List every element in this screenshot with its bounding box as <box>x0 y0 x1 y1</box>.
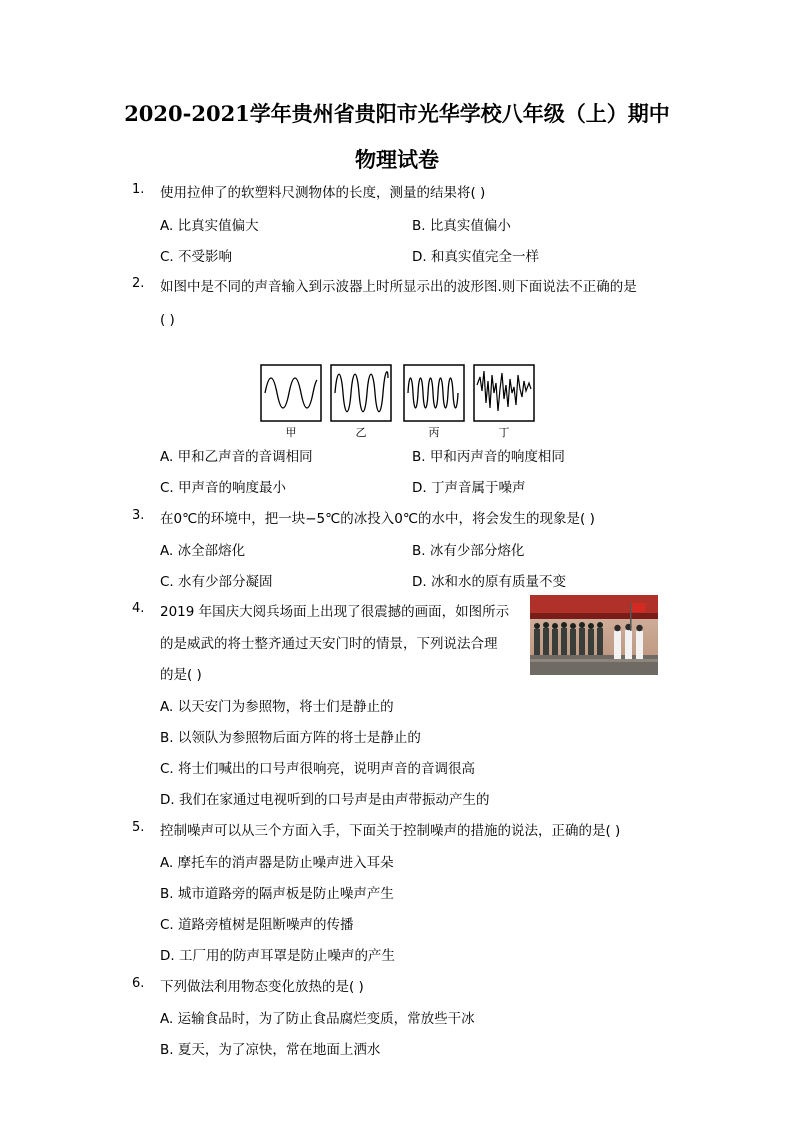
option-d: D. 工厂用的防声耳罩是防止噪声的产生 <box>160 948 395 964</box>
exam-title-line2: 物理试卷 <box>355 147 439 172</box>
option-d: D. 和真实值完全一样 <box>412 249 539 265</box>
option-a: A. 以天安门为参照物，将士们是静止的 <box>160 699 394 715</box>
option-c: C. 道路旁植树是阻断噪声的传播 <box>160 917 354 933</box>
question-number: 3. <box>132 508 145 523</box>
option-d: D. 丁声音属于噪声 <box>412 480 526 496</box>
option-b: B. 以领队为参照物后面方阵的将士是静止的 <box>160 730 421 746</box>
parade-photo <box>530 595 658 675</box>
question-number: 1. <box>132 182 145 197</box>
option-a: A. 冰全部熔化 <box>160 543 246 559</box>
label-jia: 甲 <box>285 426 297 439</box>
question-stem: 下列做法利用物态变化放热的是( ) <box>160 979 364 995</box>
option-a: A. 摩托车的消声器是防止噪声进入耳朵 <box>160 855 394 871</box>
option-b: B. 甲和丙声音的响度相同 <box>412 449 565 465</box>
waveform-jia <box>261 365 321 421</box>
question-stem: 在0℃的环境中，把一块−5℃的冰投入0℃的水中，将会发生的现象是( ) <box>160 511 595 527</box>
option-c: C. 甲声音的响度最小 <box>160 480 287 496</box>
waveform-yi <box>331 365 391 421</box>
question-stem: 如图中是不同的声音输入到示波器上时所显示出的波形图.则下面说法不正确的是 <box>160 279 637 295</box>
label-bing: 丙 <box>428 426 440 439</box>
question-stem-line: 的是威武的将士整齐通过天安门时的情景，下列说法合理 <box>160 636 498 652</box>
option-d: D. 我们在家通过电视听到的口号声是由声带振动产生的 <box>160 792 490 808</box>
question-stem: 控制噪声可以从三个方面入手，下面关于控制噪声的措施的说法，正确的是( ) <box>160 823 621 839</box>
question-number: 2. <box>132 276 145 291</box>
question-number: 5. <box>132 820 145 835</box>
question-stem: 2019 年国庆大阅兵场面上出现了很震撼的画面，如图所示 <box>160 604 510 620</box>
option-b: B. 夏天，为了凉快，常在地面上洒水 <box>160 1042 381 1058</box>
option-c: C. 将士们喊出的口号声很响亮，说明声音的音调很高 <box>160 761 476 777</box>
waveform-bing <box>404 365 464 421</box>
waveform-figure <box>258 363 538 441</box>
option-d: D. 冰和水的原有质量不变 <box>412 574 566 590</box>
question-number: 4. <box>132 601 145 616</box>
label-ding: 丁 <box>498 426 510 439</box>
option-b: B. 比真实值偏小 <box>412 218 511 234</box>
option-c: C. 不受影响 <box>160 249 233 265</box>
option-b: B. 城市道路旁的隔声板是防止噪声产生 <box>160 886 394 902</box>
question-stem: 使用拉伸了的软塑料尺测物体的长度，测量的结果将( ) <box>160 185 486 201</box>
label-yi: 乙 <box>355 426 367 439</box>
question-stem-line: ( ) <box>160 312 175 328</box>
waveform-ding <box>474 365 534 421</box>
exam-title-line1: 2020-2021学年贵州省贵阳市光华学校八年级（上）期中 <box>124 101 670 126</box>
option-b: B. 冰有少部分熔化 <box>412 543 525 559</box>
question-number: 6. <box>132 976 145 991</box>
option-a: A. 甲和乙声音的音调相同 <box>160 449 313 465</box>
option-c: C. 水有少部分凝固 <box>160 574 273 590</box>
option-a: A. 比真实值偏大 <box>160 218 259 234</box>
option-a: A. 运输食品时，为了防止食品腐烂变质，常放些干冰 <box>160 1011 475 1027</box>
question-stem-line: 的是( ) <box>160 667 202 683</box>
